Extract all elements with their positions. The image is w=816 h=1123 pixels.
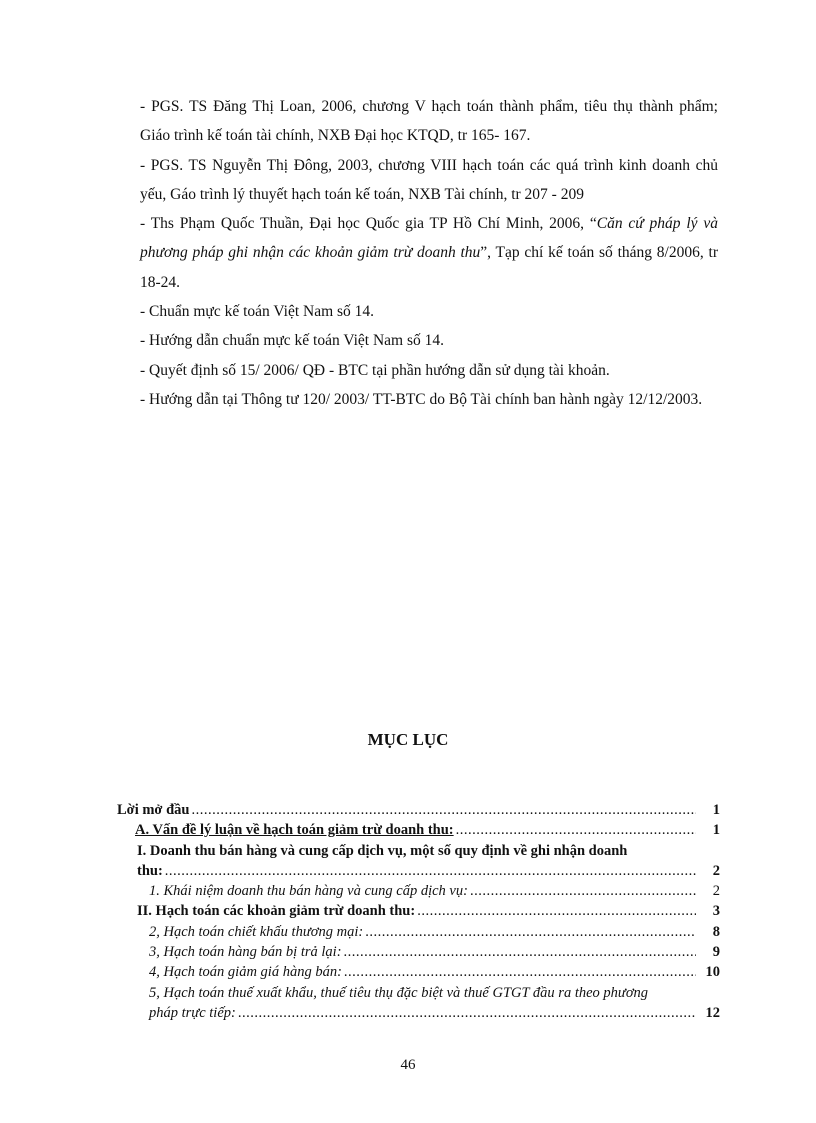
toc-entry[interactable] bbox=[117, 922, 720, 942]
toc-entry-text: Lời mở đầu bbox=[117, 802, 190, 818]
toc-entry[interactable] bbox=[117, 881, 720, 901]
reference-item bbox=[140, 209, 718, 297]
toc-page: 1 bbox=[712, 822, 720, 839]
toc-entry[interactable] bbox=[117, 983, 720, 1024]
toc-page: 3 bbox=[712, 903, 720, 920]
page-number: 46 bbox=[400, 1057, 416, 1073]
reference-text: - Ths Phạm Quốc Thuần, Đại học Quốc gia TP Hồ Chí Minh, 2006, “ bbox=[140, 215, 597, 233]
toc-leader bbox=[417, 901, 696, 921]
article-title: Căn cứ pháp lý và phương pháp ghi nhận các khoản giảm trừ doanh thu bbox=[140, 215, 718, 262]
toc-entry-text: pháp trực tiếp: bbox=[149, 1004, 236, 1021]
reference-item: - PGS. TS Đăng Thị Loan, 2006, chương V hạch toán thành phẩm, tiêu thụ thành phẩm; Giáo trình kế toán tài chính, NXB Đại học KTQD, tr 165- 167. bbox=[140, 98, 718, 145]
reference-item: - Quyết định số 15/ 2006/ QĐ - BTC tại phần hướng dẫn sử dụng tài khoản. bbox=[140, 361, 610, 379]
toc-entry[interactable] bbox=[117, 942, 720, 962]
toc-entry-text: 2, Hạch toán chiết khấu thương mại: bbox=[149, 923, 364, 940]
toc-entry-text: 5, Hạch toán thuế xuất khẩu, thuế tiêu thụ đặc biệt và thuế GTGT đầu ra theo phương bbox=[149, 984, 649, 1001]
toc-title: MỤC LỤC bbox=[367, 730, 449, 749]
toc-entry-text: thu: bbox=[137, 862, 163, 879]
toc-page: 2 bbox=[712, 862, 720, 879]
toc-entry[interactable] bbox=[117, 962, 720, 982]
toc-entry-text: 1. Khái niệm doanh thu bán hàng và cung cấp dịch vụ: bbox=[149, 883, 468, 900]
reference-item: - Chuẩn mực kế toán Việt Nam số 14. bbox=[140, 303, 375, 321]
toc-entry[interactable] bbox=[117, 820, 720, 840]
table-of-contents bbox=[117, 800, 720, 1023]
toc-page: 8 bbox=[712, 923, 720, 940]
toc-entry-text: 3, Hạch toán hàng bán bị trả lại: bbox=[149, 944, 342, 961]
toc-leader bbox=[456, 820, 696, 840]
toc-entry-text: I. Doanh thu bán hàng và cung cấp dịch vụ, một số quy định về ghi nhận doanh bbox=[137, 842, 628, 859]
toc-leader bbox=[191, 800, 696, 820]
toc-entry[interactable] bbox=[117, 901, 720, 921]
toc-entry[interactable] bbox=[117, 841, 720, 882]
toc-page: 12 bbox=[705, 1004, 720, 1021]
toc-page: 9 bbox=[712, 944, 720, 961]
toc-page: 2 bbox=[712, 883, 720, 900]
toc-leader bbox=[165, 861, 696, 881]
toc-entry[interactable] bbox=[117, 800, 720, 820]
toc-leader bbox=[344, 942, 696, 962]
toc-leader bbox=[470, 881, 696, 901]
reference-item: - Hướng dẫn chuẩn mực kế toán Việt Nam số 14. bbox=[140, 332, 445, 350]
toc-page: 1 bbox=[712, 802, 720, 818]
references-list bbox=[140, 92, 718, 414]
toc-leader bbox=[365, 922, 696, 942]
toc-entry-text: 4, Hạch toán giảm giá hàng bán: bbox=[149, 964, 342, 981]
reference-item: - Hướng dẫn tại Thông tư 120/ 2003/ TT-BTC do Bộ Tài chính ban hành ngày 12/12/2003. bbox=[140, 390, 703, 408]
toc-entry-text: A. Vấn đề lý luận về hạch toán giảm trừ doanh thu: bbox=[135, 822, 454, 839]
toc-leader bbox=[344, 962, 696, 982]
toc-leader bbox=[238, 1003, 696, 1023]
toc-page: 10 bbox=[705, 964, 720, 981]
toc-entry-text: II. Hạch toán các khoản giảm trừ doanh thu: bbox=[137, 903, 416, 920]
reference-text: ”, Tạp chí kế toán số tháng 8/2006, tr 18-24. bbox=[140, 244, 718, 291]
reference-item: - PGS. TS Nguyễn Thị Đông, 2003, chương VIII hạch toán các quá trình kinh doanh chủ yếu, Gáo trình lý thuyết hạch toán kế toán, NXB Tài chính, tr 207 - 209 bbox=[140, 156, 718, 203]
